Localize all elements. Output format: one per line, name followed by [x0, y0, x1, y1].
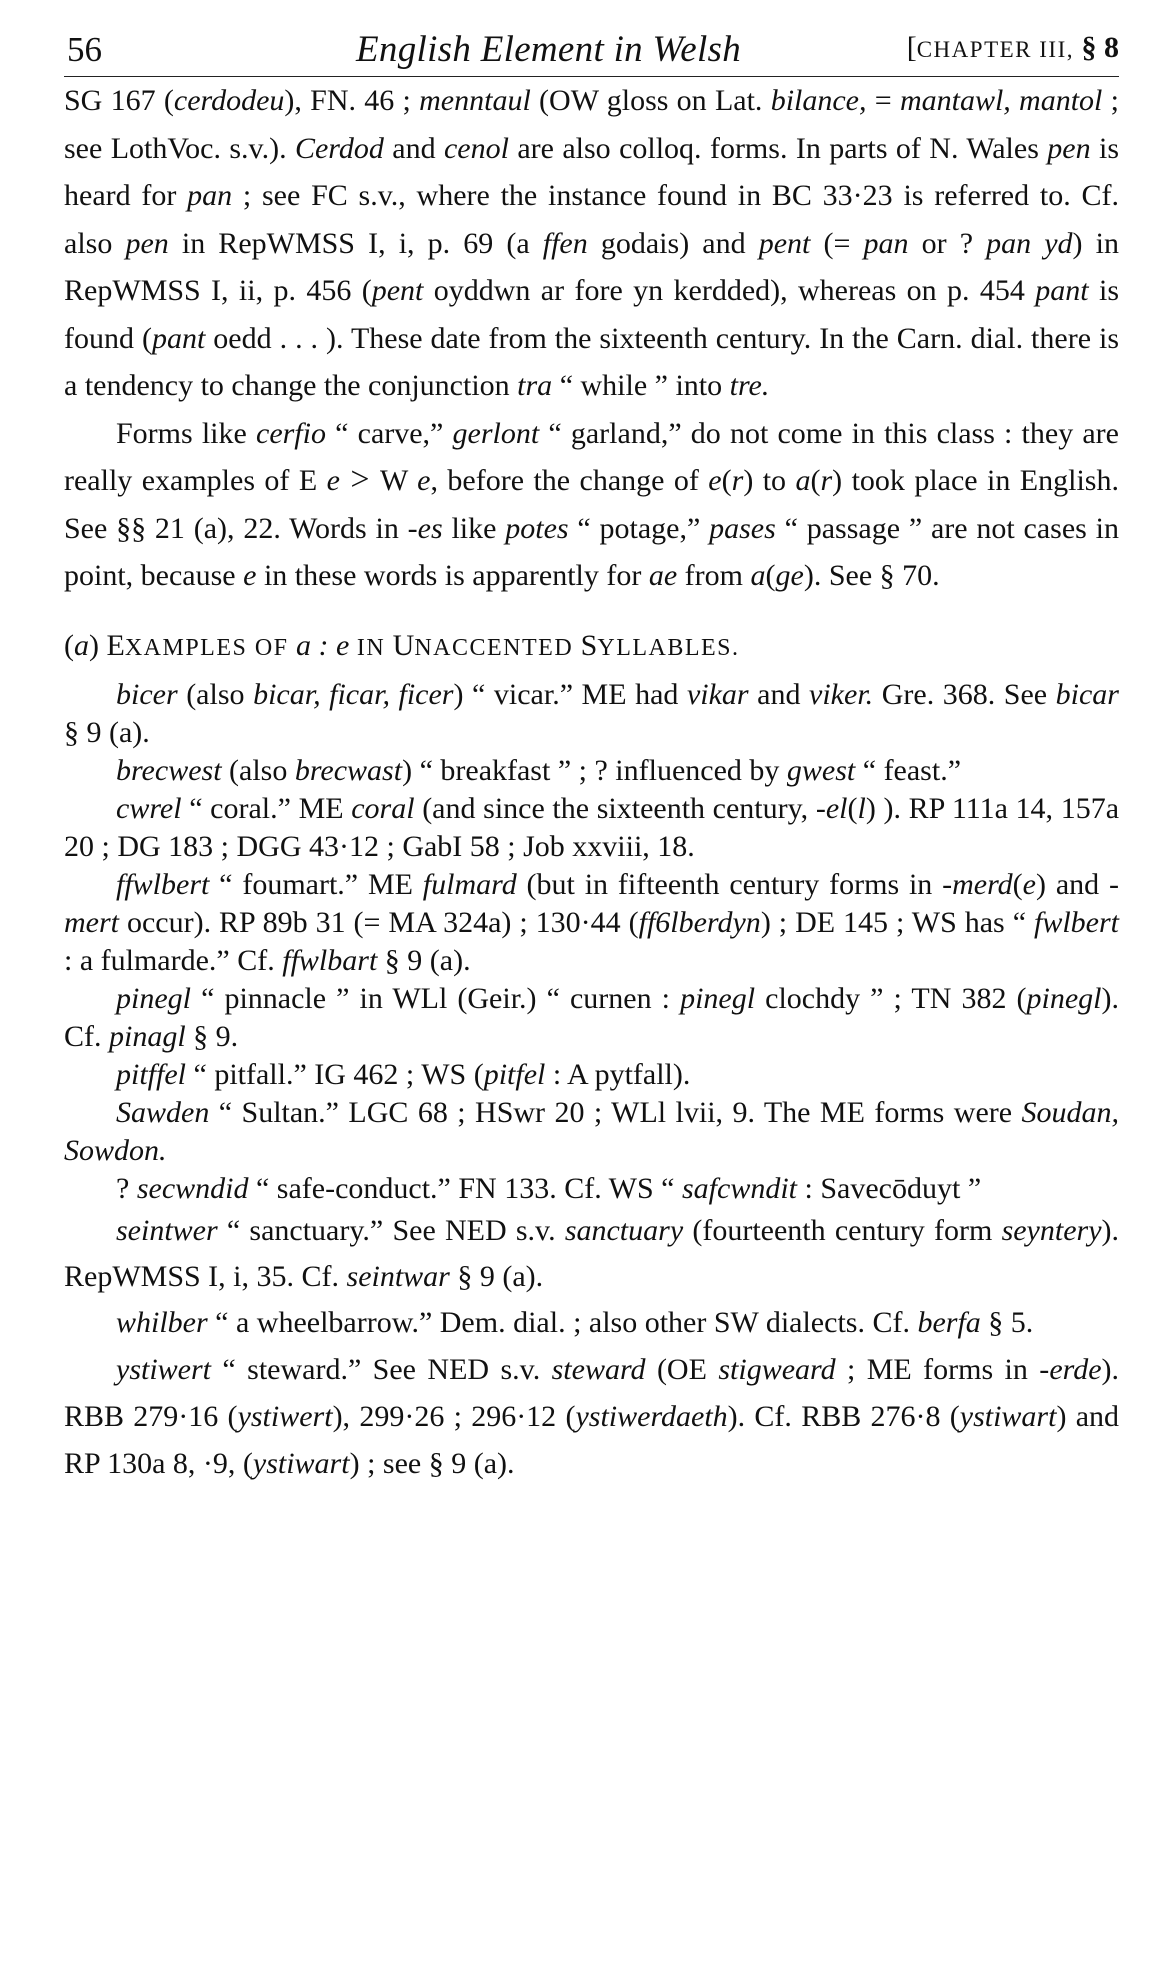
entry-brecwest	[64, 752, 1119, 790]
text-run: )	[89, 628, 107, 662]
text-run: § 5.	[980, 1306, 1034, 1339]
text-run: § 9 (a).	[64, 716, 150, 749]
section-heading	[64, 622, 1119, 673]
running-title: English Element in Welsh	[356, 29, 742, 70]
italic-term: tre.	[729, 369, 770, 402]
entry-pitffel	[64, 1056, 1119, 1094]
italic-term: pant	[1035, 274, 1089, 307]
italic-term: a	[74, 628, 89, 662]
italic-term: whilber	[116, 1306, 208, 1339]
italic-term: pent	[758, 226, 811, 260]
italic-term: pan	[187, 179, 233, 212]
chapter-label: CHAPTER III,	[916, 37, 1074, 62]
text-run: (OW gloss on Lat.	[530, 84, 771, 117]
italic-term: ystiwart	[252, 1447, 350, 1480]
text-run: “ sanctuary.” See NED s.v.	[217, 1214, 565, 1247]
italic-term: e	[1022, 868, 1036, 901]
text-run: (fourteenth century form	[683, 1214, 1002, 1247]
text-run: ) and -	[1036, 868, 1119, 901]
text-run: (	[765, 559, 776, 592]
paragraph-continuation	[64, 77, 1119, 410]
text-run: ; see FC s.v., where the instance found in BC 33·23 is referred to. Cf. also	[64, 179, 1119, 260]
small-caps-text: NACCENTED	[414, 634, 581, 661]
text-run: ). See § 70.	[803, 559, 940, 592]
italic-term: vikar	[686, 678, 749, 711]
text-run: in these words is apparently for	[256, 559, 649, 592]
text-run: occur). RP 89b 31 (= MA 324a) ; 130·44 (	[119, 906, 639, 939]
italic-term: menntaul	[419, 84, 531, 117]
text-run: “ Sultan.” LGC 68 ; HSwr 20 ; WLl lvii, 9. The ME forms were	[209, 1096, 1022, 1129]
italic-term: e	[708, 464, 722, 497]
entry-secwndid	[64, 1170, 1119, 1208]
italic-term: brecwest	[116, 754, 222, 787]
italic-term: merd	[952, 868, 1013, 901]
italic-term: a : e	[296, 628, 350, 662]
text-run: ), 299·26 ; 296·12 (	[332, 1400, 576, 1433]
italic-term: ffwlbert	[116, 868, 210, 901]
text-run: ) ). RP 111a 14, 157a 20 ; DG 183 ; DGG 43·12 ; GabI 58 ; Job xxviii, 18.	[64, 792, 1120, 863]
italic-term: Sawden	[116, 1096, 210, 1129]
text-run: =	[866, 84, 900, 117]
italic-term: pant	[151, 321, 206, 355]
italic-term: r	[820, 464, 833, 497]
text-run: ) “ breakfast ” ; ? influenced by	[402, 754, 787, 787]
italic-term: pan	[863, 226, 909, 260]
text-run: “ garland,” do not come in this class : they are really examples of E	[64, 416, 1119, 497]
capital-letter: U	[392, 628, 415, 662]
italic-term: ystiwerdaeth	[575, 1400, 728, 1433]
text-run: “ pinnacle ” in WLl (Geir.) “ curnen :	[191, 982, 681, 1015]
text-run: “ steward.” See NED s.v.	[211, 1353, 552, 1386]
italic-term: ff6lberdyn	[638, 906, 761, 939]
text-run: oedd . . . ). These date from the sixteenth century. In the Carn. dial. there is a tendency to change the conjunction	[64, 321, 1119, 402]
text-run: § 9 (a).	[377, 944, 471, 977]
italic-term: potes	[505, 511, 569, 545]
italic-term: mantawl, mantol	[899, 84, 1103, 117]
italic-term: bicar, ficar, ficer	[253, 678, 454, 711]
text-run: Gre. 368. See	[873, 678, 1056, 711]
text-run: ; ME forms in -	[835, 1353, 1050, 1386]
text-run: is found (	[64, 274, 1120, 355]
italic-term: Cerdod	[294, 131, 384, 165]
text-run: “ potage,”	[568, 511, 710, 545]
italic-term: bicar	[1055, 678, 1119, 711]
text-run: ) to	[743, 464, 796, 497]
italic-term: brecwast	[294, 754, 403, 787]
text-run: ). Cf. RBB 276·8 (	[727, 1400, 960, 1433]
italic-term: ge	[775, 559, 804, 592]
text-run: ) ; see § 9 (a).	[349, 1447, 515, 1480]
italic-term: el	[825, 792, 848, 825]
chapter-reference	[907, 31, 1119, 65]
text-run: “ carve,”	[325, 416, 453, 450]
entry-sawden	[64, 1094, 1119, 1170]
text-run: “ passage ” are not cases in point, because	[64, 511, 1119, 592]
text-run: from	[677, 559, 751, 592]
italic-term: e	[243, 559, 257, 592]
text-run: (also	[177, 678, 254, 711]
small-caps-text: IN	[349, 634, 393, 661]
entry-seintwer	[64, 1208, 1119, 1300]
italic-term: ae	[648, 559, 678, 592]
text-run: ; see LothVoc. s.v.).	[64, 84, 1120, 165]
italic-term: pitfel	[483, 1058, 546, 1091]
italic-term: safcwndit	[682, 1172, 798, 1205]
italic-term: gwest	[786, 754, 856, 787]
entry-list	[64, 676, 1119, 1487]
text-run: (and since the sixteenth century, -	[414, 792, 826, 825]
italic-term: pinegl	[1026, 982, 1102, 1015]
paragraph-forms	[64, 410, 1119, 600]
text-run: (	[1012, 868, 1023, 901]
text-run: “ feast.”	[855, 754, 962, 787]
italic-term: pen	[1047, 131, 1091, 165]
italic-term: a	[750, 559, 766, 592]
italic-term: gerlont	[452, 416, 540, 450]
italic-term: e	[417, 464, 431, 497]
entry-whilber	[64, 1300, 1119, 1346]
italic-term: stigweard	[718, 1353, 836, 1386]
entry-bicer	[64, 676, 1119, 752]
italic-term: erde	[1049, 1353, 1102, 1386]
text-run: ) in RepWMSS I, ii, p. 456 (	[64, 226, 1119, 307]
italic-term: ystiwart	[959, 1400, 1057, 1433]
italic-term: steward	[551, 1353, 646, 1386]
text-run: and	[383, 131, 444, 165]
running-header	[64, 22, 1119, 77]
text-run: oyddwn ar fore yn kerdded), whereas on p. 454	[423, 274, 1036, 307]
text-run: : Savecōduyt ”	[797, 1172, 982, 1205]
text-run: (but in fifteenth century forms in -	[516, 868, 953, 901]
italic-term: cerdodeu	[173, 84, 285, 117]
capital-letter: S	[580, 628, 598, 662]
text-run: like	[442, 511, 506, 545]
italic-term: tra	[517, 369, 553, 402]
italic-term: pinegl	[680, 982, 756, 1015]
text-run: (OE	[645, 1353, 719, 1386]
chapter-bracket: [	[906, 31, 917, 64]
text-run: “ pitfall.” IG 462 ; WS (	[186, 1058, 484, 1091]
entry-cwrel	[64, 790, 1119, 866]
text-run: “ coral.” ME	[181, 792, 352, 825]
text-run: clochdy ” ; TN 382 (	[755, 982, 1027, 1015]
italic-term: ystiwert	[116, 1353, 211, 1386]
page-number: 56	[67, 30, 102, 69]
italic-term: Soudan, Sowdon.	[64, 1096, 1119, 1167]
text-run: SG 167 (	[64, 84, 174, 117]
text-run: ). Cf.	[64, 982, 1119, 1053]
body-text	[64, 77, 1119, 672]
text-run: ) “ vicar.” ME had	[453, 678, 687, 711]
text-run: ?	[116, 1172, 137, 1205]
text-run: (	[721, 464, 732, 497]
greater-than-symbol: >	[339, 461, 380, 498]
italic-term: secwndid	[136, 1172, 249, 1205]
text-run: ) and RP 130a 8, ·9, (	[64, 1400, 1120, 1480]
text-run: (=	[810, 226, 864, 260]
small-caps-text: YLLABLES.	[597, 634, 740, 661]
italic-term: berfa	[917, 1306, 981, 1339]
italic-term: mert	[64, 906, 119, 939]
text-run: , before the change of	[430, 464, 709, 497]
section-label: § 8	[1081, 31, 1119, 64]
italic-term: cwrel	[116, 792, 182, 825]
italic-term: pitffel	[116, 1058, 186, 1091]
text-run: (also	[221, 754, 295, 787]
entry-ffwlbert	[64, 866, 1119, 980]
text-run: “ safe-conduct.” FN 133. Cf. WS “	[248, 1172, 682, 1205]
italic-term: ffen	[542, 226, 588, 260]
page	[64, 22, 1119, 1487]
italic-term: seintwer	[116, 1214, 218, 1247]
italic-term: ystiwert	[237, 1400, 333, 1433]
italic-term: bilance,	[770, 84, 867, 117]
text-run: ) took place in English. See §§ 21 (a), 22. Words in -	[64, 464, 1119, 545]
text-run: (	[810, 464, 821, 497]
italic-term: sanctuary	[564, 1214, 684, 1247]
text-run: : A pytfall).	[545, 1058, 691, 1091]
italic-term: r	[731, 464, 744, 497]
italic-term: pinegl	[116, 982, 191, 1015]
text-run: ). RBB 279·16 (	[64, 1353, 1120, 1433]
italic-term: pases	[709, 511, 776, 545]
text-run: : a fulmarde.” Cf.	[64, 944, 283, 977]
italic-term: e	[326, 464, 340, 497]
text-run: ), FN. 46 ;	[284, 84, 420, 117]
text-run: and	[748, 678, 810, 711]
text-run: is heard for	[64, 131, 1119, 212]
text-run: “ foumart.” ME	[209, 868, 423, 901]
text-run: Forms like	[116, 416, 256, 450]
italic-term: pan yd	[986, 226, 1073, 260]
text-run: godais) and	[587, 226, 759, 260]
text-run: § 9.	[185, 1020, 239, 1053]
text-run: § 9 (a).	[449, 1260, 544, 1293]
capital-letter: E	[106, 628, 125, 662]
text-run: ) ; DE 145 ; WS has “	[760, 906, 1034, 939]
italic-term: seyntery	[1001, 1214, 1102, 1247]
text-run: in RepWMSS I, i, p. 69 (a	[168, 226, 543, 260]
italic-term: fwlbert	[1033, 906, 1119, 939]
italic-term: es	[417, 511, 443, 545]
text-run: (	[847, 792, 858, 825]
italic-term: viker.	[809, 678, 874, 711]
italic-term: bicer	[116, 678, 178, 711]
italic-term: pinagl	[109, 1020, 186, 1053]
italic-term: cerfio	[256, 416, 326, 450]
italic-term: ffwlbart	[282, 944, 378, 977]
entry-pinegl	[64, 980, 1119, 1056]
italic-term: coral	[351, 792, 415, 825]
italic-term: l	[857, 792, 866, 825]
text-run: “ a wheelbarrow.” Dem. dial. ; also other SW dialects. Cf.	[207, 1306, 918, 1339]
italic-term: a	[795, 464, 811, 497]
italic-term: pent	[371, 274, 424, 307]
text-run: are also colloq. forms. In parts of N. Wales	[508, 131, 1048, 165]
text-run: ). RepWMSS I, i, 35. Cf.	[64, 1214, 1120, 1293]
italic-term: seintwar	[346, 1260, 450, 1293]
italic-term: fulmard	[422, 868, 517, 901]
text-run: W	[379, 464, 418, 497]
entry-ystiwert	[64, 1346, 1119, 1487]
italic-term: cenol	[443, 131, 509, 165]
small-caps-text: XAMPLES OF	[124, 634, 297, 661]
text-run: or ?	[908, 226, 987, 260]
text-run: (	[64, 628, 74, 662]
text-run: “ while ” into	[552, 369, 730, 402]
italic-term: pen	[125, 226, 169, 260]
